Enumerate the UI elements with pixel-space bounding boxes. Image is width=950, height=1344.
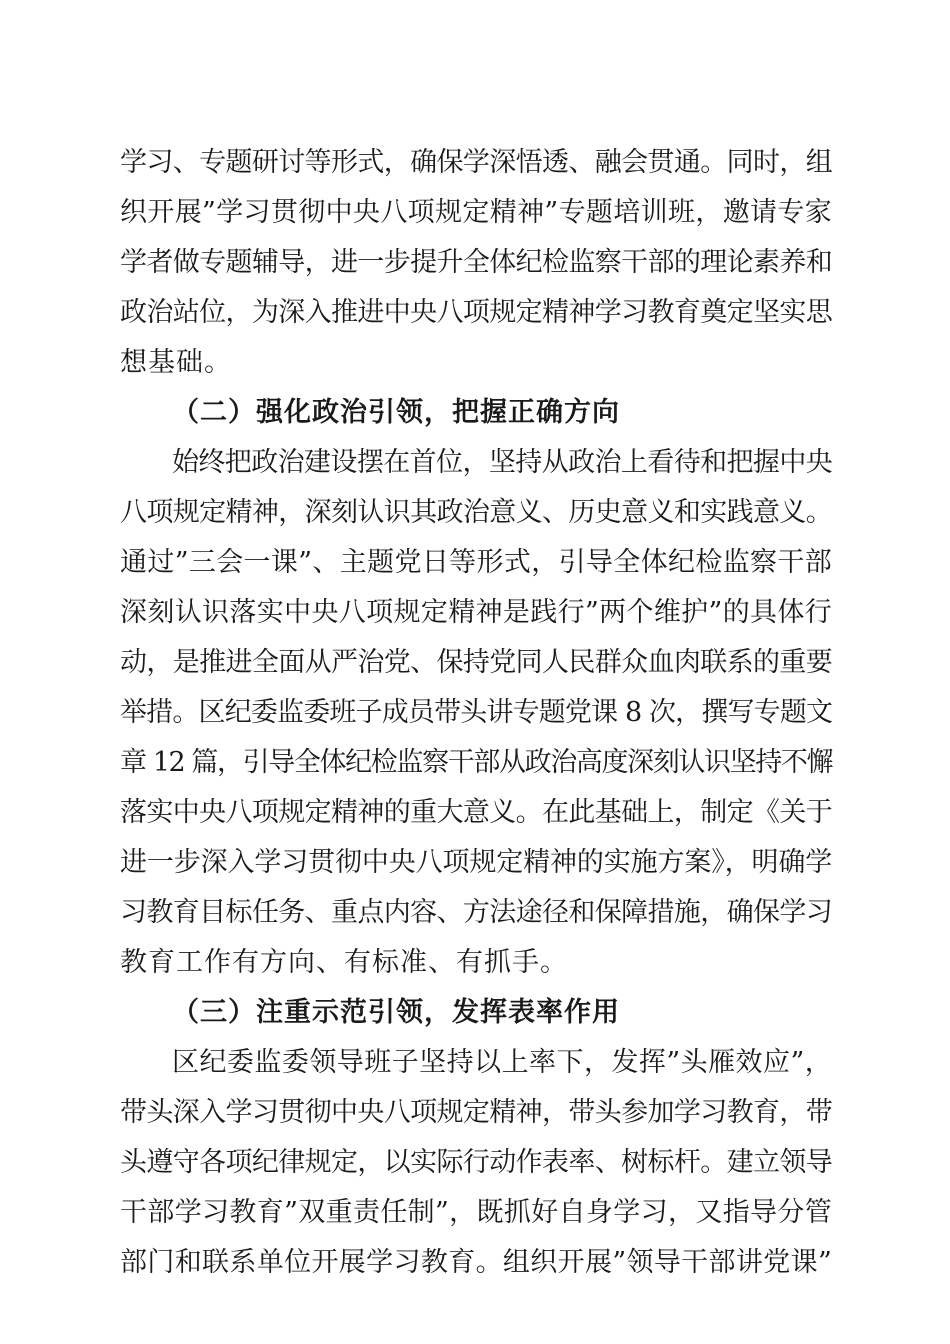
text-line: 头遵守各项纪律规定，以实际行动作表率、树标杆。建立领导 [120,1147,832,1178]
text-line: 教育工作有方向、有标准、有抓手。 [120,947,568,978]
text-line: 学习、专题研讨等形式，确保学深悟透、融会贯通。同时，组 [120,147,832,178]
text-line: 政治站位，为深入推进中央八项规定精神学习教育奠定坚实思 [120,297,832,328]
paragraph-first-line: 区纪委监委领导班子坚持以上率下，发挥”头雁效应”， [172,1047,832,1078]
text-line: 带头深入学习贯彻中央八项规定精神，带头参加学习教育，带 [120,1097,832,1128]
text-line: 想基础。 [120,347,232,378]
text-line: 习教育目标任务、重点内容、方法途径和保障措施，确保学习 [120,897,832,928]
text-line: 通过”三会一课”、主题党日等形式，引导全体纪检监察干部 [120,547,832,578]
text-line: 学者做专题辅导，进一步提升全体纪检监察干部的理论素养和 [120,247,832,278]
text-line: 进一步深入学习贯彻中央八项规定精神的实施方案》，明确学 [120,847,832,878]
text-line: 八项规定精神，深刻认识其政治意义、历史意义和实践意义。 [120,497,832,528]
section-heading: （二）强化政治引领，把握正确方向 [172,397,620,428]
text-line: 干部学习教育”双重责任制”，既抓好自身学习，又指导分管 [120,1197,832,1228]
text-line: 章 12 篇，引导全体纪检监察干部从政治高度深刻认识坚持不懈 [120,747,832,778]
text-line: 织开展”学习贯彻中央八项规定精神”专题培训班，邀请专家 [120,197,832,228]
text-line: 动，是推进全面从严治党、保持党同人民群众血肉联系的重要 [120,647,832,678]
text-line: 落实中央八项规定精神的重大意义。在此基础上，制定《关于 [120,797,832,828]
text-line: 部门和联系单位开展学习教育。组织开展”领导干部讲党课” [120,1247,832,1278]
paragraph-first-line: 始终把政治建设摆在首位，坚持从政治上看待和把握中央 [172,447,832,478]
text-line: 深刻认识落实中央八项规定精神是践行”两个维护”的具体行 [120,597,832,628]
text-line: 举措。区纪委监委班子成员带头讲专题党课 8 次，撰写专题文 [120,697,832,728]
document-body [120,138,832,1288]
section-heading: （三）注重示范引领，发挥表率作用 [172,997,620,1028]
